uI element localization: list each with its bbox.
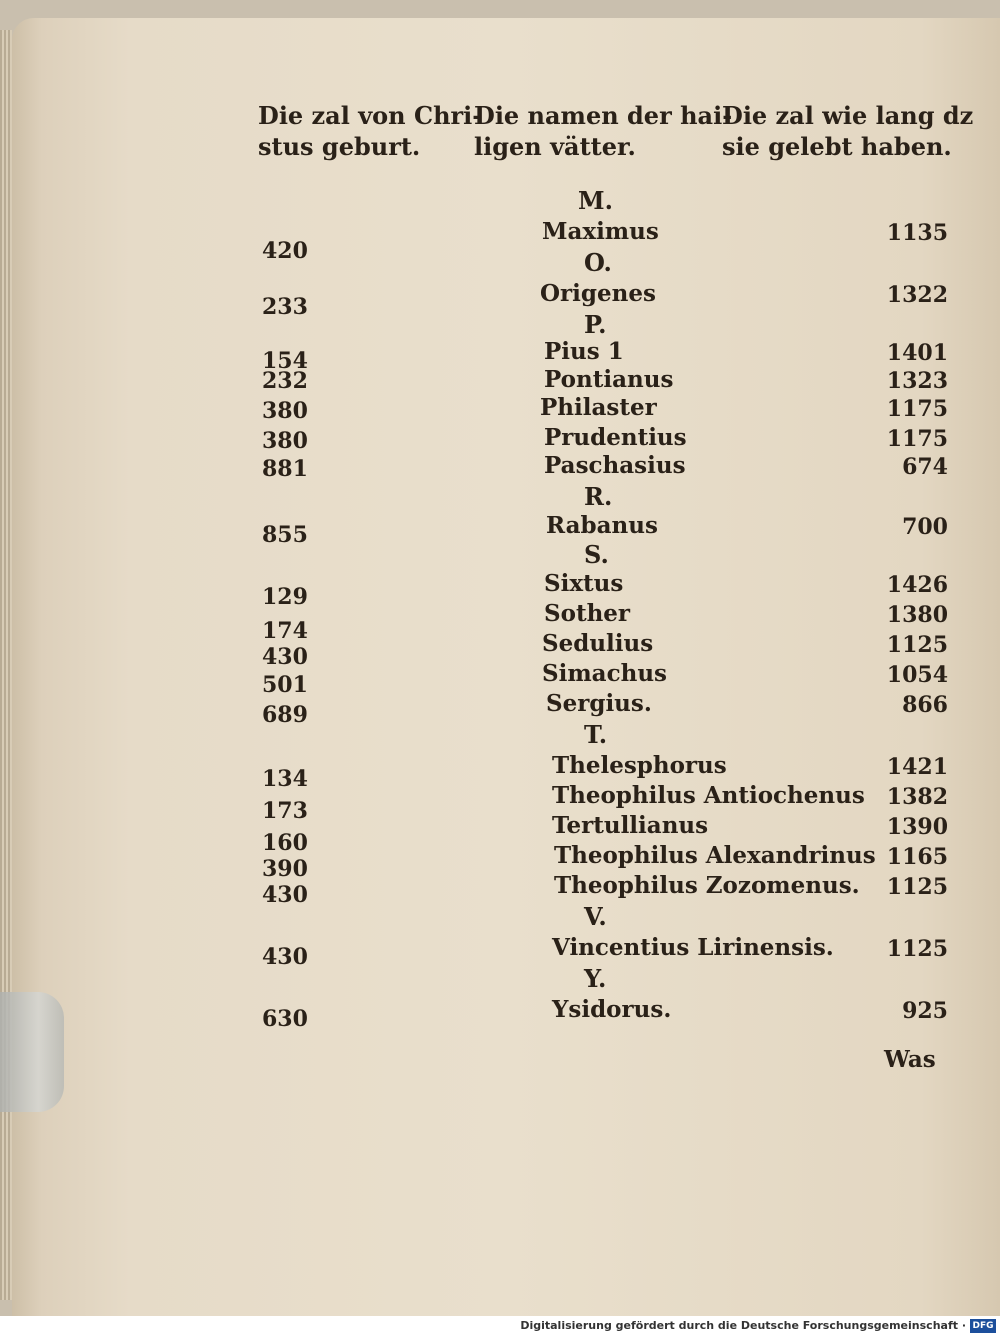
age-cell: 1323 (886, 368, 948, 394)
header-names-line1: Die namen der hai- (474, 101, 733, 130)
age-cell: 674 (902, 454, 948, 480)
age-cell: 1175 (886, 396, 948, 422)
year-cell: 689 (262, 702, 308, 728)
age-cell: 700 (902, 514, 948, 540)
header-year-line1: Die zal von Chri- (258, 101, 483, 130)
catchword: Was (884, 1046, 936, 1073)
section-letter: M. (578, 186, 613, 215)
age-cell: 1054 (886, 662, 948, 688)
saint-name-cell: Rabanus (546, 512, 658, 539)
age-cell: 925 (902, 998, 948, 1024)
section-letter: P. (584, 310, 607, 339)
age-cell: 1125 (886, 936, 948, 962)
section-letter: V. (584, 902, 607, 931)
saint-name-cell: Paschasius (544, 452, 686, 479)
saint-name-cell: Theophilus Antiochenus (552, 782, 865, 809)
saint-name-cell: Pontianus (544, 366, 674, 393)
age-cell: 1380 (886, 602, 948, 628)
dfg-logo-icon: DFG (970, 1319, 996, 1333)
saint-name-cell: Sother (544, 600, 631, 627)
year-cell: 233 (262, 294, 308, 320)
age-cell: 1426 (886, 572, 948, 598)
header-age-line2: sie gelebt haben. (722, 132, 952, 161)
year-cell: 630 (262, 1006, 308, 1032)
year-cell: 173 (262, 798, 308, 824)
footer-text: Digitalisierung gefördert durch die Deutsche Forschungsgemeinschaft · (520, 1319, 966, 1332)
section-letter: T. (584, 720, 608, 749)
saint-name-cell: Vincentius Lirinensis. (552, 934, 834, 961)
saint-name-cell: Origenes (540, 280, 656, 307)
header-names-line2: ligen vätter. (474, 132, 636, 161)
saint-name-cell: Sixtus (544, 570, 624, 597)
year-cell: 390 (262, 856, 308, 882)
section-letter: O. (584, 248, 612, 277)
year-cell: 881 (262, 456, 308, 482)
age-cell: 1390 (886, 814, 948, 840)
section-letter: R. (584, 482, 613, 511)
year-cell: 174 (262, 618, 308, 644)
section-letter: Y. (584, 964, 607, 993)
saint-name-cell: Philaster (540, 394, 657, 421)
year-cell: 134 (262, 766, 308, 792)
year-cell: 129 (262, 584, 308, 610)
year-cell: 430 (262, 944, 308, 970)
saint-name-cell: Maximus (542, 218, 659, 245)
saint-name-cell: Ysidorus. (552, 996, 672, 1023)
age-cell: 1322 (886, 282, 948, 308)
age-cell: 1125 (886, 632, 948, 658)
saint-name-cell: Thelesphorus (552, 752, 727, 779)
age-cell: 1401 (886, 340, 948, 366)
year-cell: 154 (262, 348, 308, 374)
age-cell: 1165 (886, 844, 948, 870)
age-cell: 1125 (886, 874, 948, 900)
year-cell: 430 (262, 882, 308, 908)
header-age-line1: Die zal wie lang dz (722, 101, 974, 130)
year-cell: 160 (262, 830, 308, 856)
year-cell: 501 (262, 672, 308, 698)
age-cell: 1135 (886, 220, 948, 246)
saint-name-cell: Pius 1 (544, 338, 624, 365)
year-cell: 380 (262, 398, 308, 424)
age-cell: 866 (902, 692, 948, 718)
age-cell: 1175 (886, 426, 948, 452)
saint-name-cell: Sergius. (546, 690, 652, 717)
age-cell: 1382 (886, 784, 948, 810)
header-year-line2: stus geburt. (258, 132, 421, 161)
saint-name-cell: Sedulius (542, 630, 654, 657)
year-cell: 420 (262, 238, 308, 264)
year-cell: 380 (262, 428, 308, 454)
saint-name-cell: Prudentius (544, 424, 687, 451)
saint-name-cell: Theophilus Zozomenus. (554, 872, 860, 899)
saint-name-cell: Simachus (542, 660, 667, 687)
year-cell: 855 (262, 522, 308, 548)
year-cell: 430 (262, 644, 308, 670)
footer-bar (0, 1316, 1000, 1336)
year-cell: 232 (262, 368, 308, 394)
section-letter: S. (584, 540, 609, 569)
saint-name-cell: Tertullianus (552, 812, 709, 839)
age-cell: 1421 (886, 754, 948, 780)
saint-name-cell: Theophilus Alexandrinus (554, 842, 876, 869)
